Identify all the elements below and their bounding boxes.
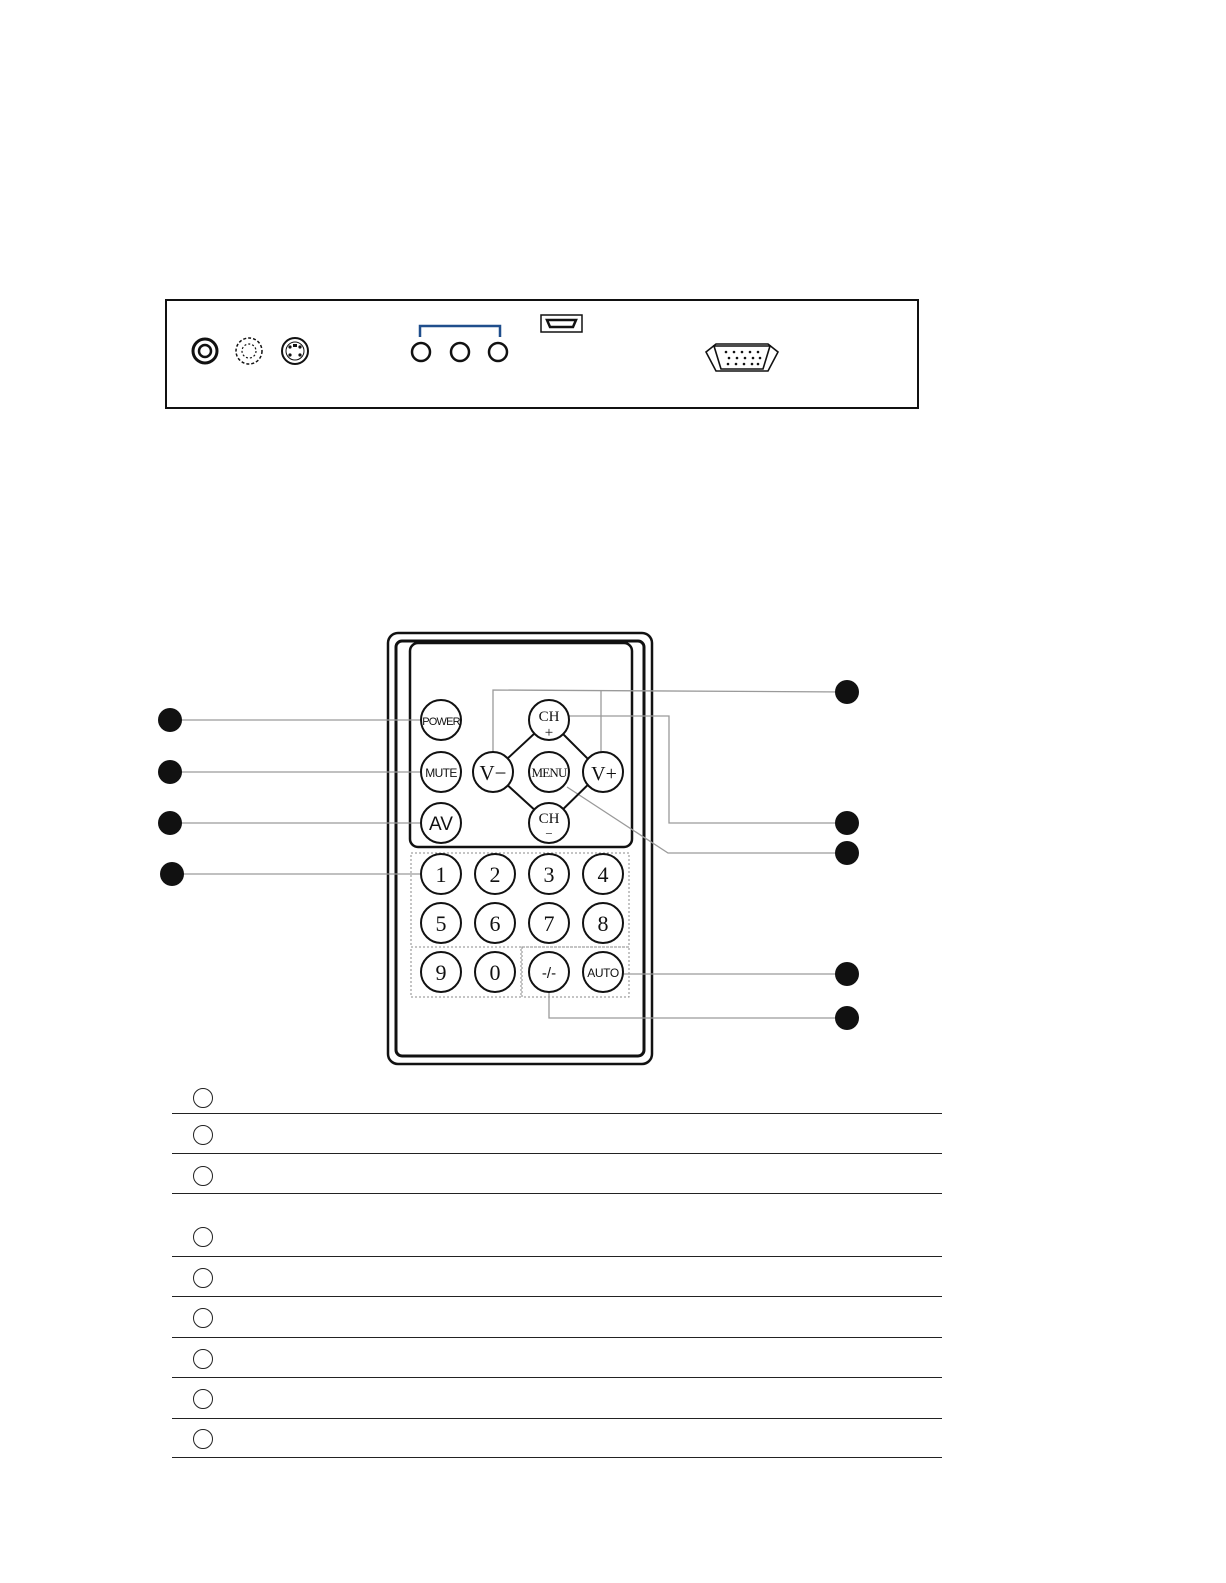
dash-button[interactable]: -/- bbox=[541, 965, 557, 982]
marker-menu bbox=[835, 841, 859, 865]
ch-minus-label[interactable]: CH bbox=[538, 811, 560, 827]
component-jack-2-icon bbox=[451, 343, 469, 361]
legend-circle-icon bbox=[193, 1389, 213, 1409]
legend-row-2 bbox=[172, 1114, 942, 1154]
marker-channel bbox=[835, 811, 859, 835]
legend-circle-icon bbox=[193, 1125, 213, 1145]
ch-plus-label[interactable]: CH bbox=[538, 709, 560, 725]
legend-row-8 bbox=[172, 1378, 942, 1419]
legend-row-4 bbox=[172, 1194, 942, 1257]
remote-outer-body bbox=[388, 633, 652, 1064]
component-jack-3-icon bbox=[489, 343, 507, 361]
rf-jack-icon bbox=[193, 339, 217, 363]
digit-2-button[interactable]: 2 bbox=[489, 862, 501, 887]
remote-diagram bbox=[0, 600, 1226, 1080]
legend-circle-icon bbox=[193, 1349, 213, 1369]
legend-circle-icon bbox=[193, 1308, 213, 1328]
marker-auto bbox=[835, 962, 859, 986]
legend-row-1 bbox=[172, 1078, 942, 1114]
av-button[interactable]: AV bbox=[429, 814, 453, 835]
marker-power bbox=[158, 708, 182, 732]
vga-port-icon bbox=[706, 344, 778, 371]
marker-dash bbox=[835, 1006, 859, 1030]
digit-4-button[interactable]: 4 bbox=[597, 862, 609, 887]
digit-1-button[interactable]: 1 bbox=[435, 862, 447, 887]
legend-row-5 bbox=[172, 1257, 942, 1297]
mute-button[interactable]: MUTE bbox=[425, 766, 457, 780]
marker-av bbox=[158, 811, 182, 835]
legend-row-3 bbox=[172, 1154, 942, 1194]
digit-9-button[interactable]: 9 bbox=[435, 960, 447, 985]
digit-8-button[interactable]: 8 bbox=[597, 911, 609, 936]
legend-circle-icon bbox=[193, 1088, 213, 1108]
legend-row-7 bbox=[172, 1338, 942, 1378]
marker-digits bbox=[160, 862, 184, 886]
menu-button[interactable]: MENU bbox=[531, 765, 567, 780]
digit-0-button[interactable]: 0 bbox=[489, 960, 501, 985]
v-plus-button[interactable]: V+ bbox=[591, 763, 617, 785]
digit-3-button[interactable]: 3 bbox=[543, 862, 555, 887]
digit-6-button[interactable]: 6 bbox=[489, 911, 501, 936]
legend-circle-icon bbox=[193, 1429, 213, 1449]
power-button[interactable]: POWER bbox=[422, 716, 460, 728]
s-video-jack-icon bbox=[282, 338, 308, 364]
ch-plus-sign[interactable]: + bbox=[544, 725, 554, 741]
panel-frame bbox=[166, 300, 918, 408]
legend-circle-icon bbox=[193, 1166, 213, 1186]
hdmi-port-icon bbox=[541, 315, 582, 332]
legend-row-9 bbox=[172, 1419, 942, 1458]
marker-volume bbox=[835, 680, 859, 704]
dashed-jack-icon bbox=[236, 338, 262, 364]
v-minus-button[interactable]: V− bbox=[479, 761, 507, 785]
connector-panel bbox=[0, 0, 1226, 440]
legend-circle-icon bbox=[193, 1227, 213, 1247]
legend-row-6 bbox=[172, 1297, 942, 1338]
ch-minus-sign[interactable]: − bbox=[545, 826, 553, 841]
legend-circle-icon bbox=[193, 1268, 213, 1288]
component-bracket bbox=[420, 326, 500, 337]
auto-button[interactable]: AUTO bbox=[587, 966, 619, 980]
component-jack-1-icon bbox=[412, 343, 430, 361]
digit-7-button[interactable]: 7 bbox=[543, 911, 555, 936]
marker-mute bbox=[158, 760, 182, 784]
digit-5-button[interactable]: 5 bbox=[435, 911, 447, 936]
